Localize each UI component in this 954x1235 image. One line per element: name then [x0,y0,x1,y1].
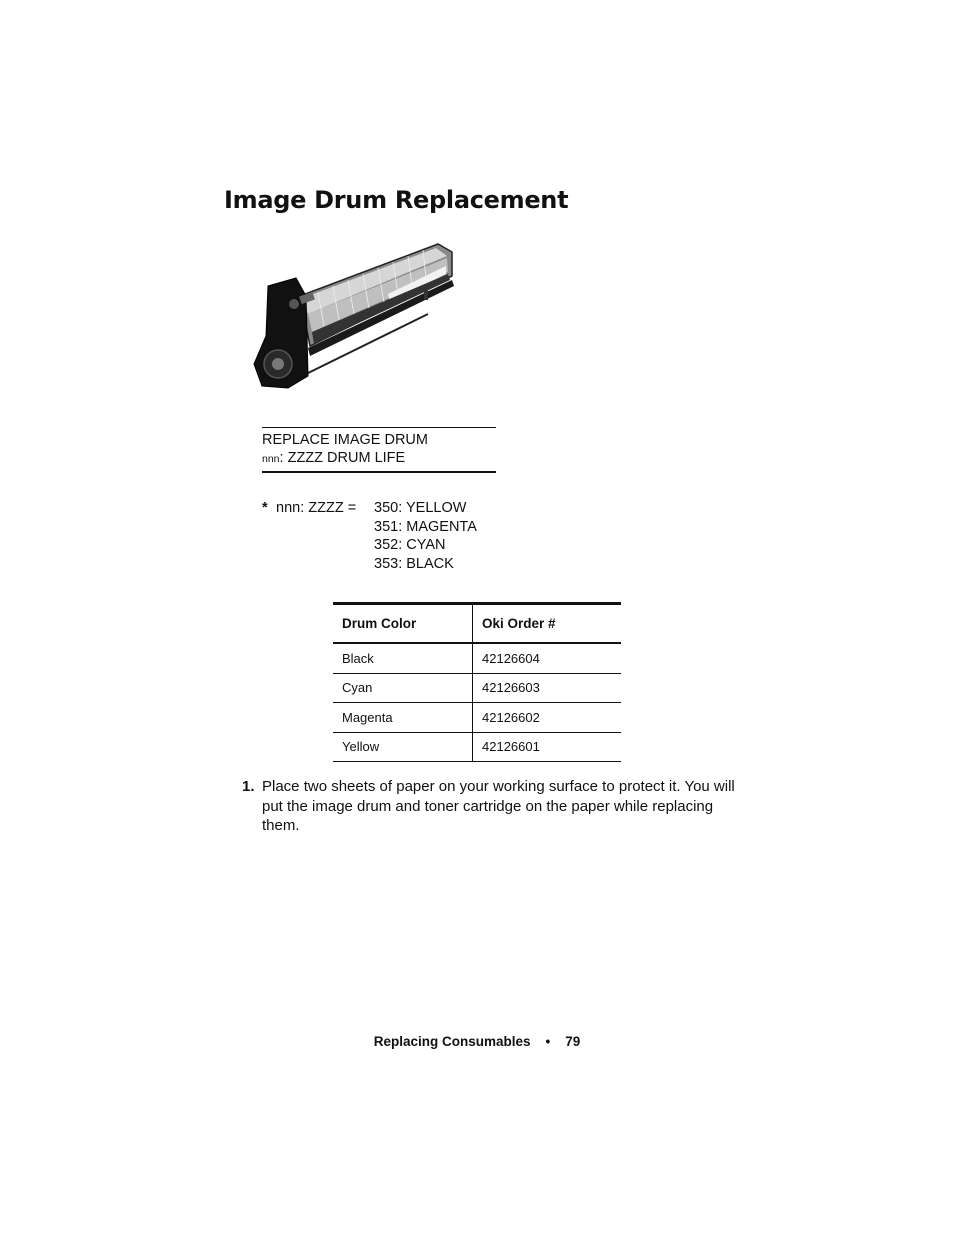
footer-section: Replacing Consumables [373,1034,531,1049]
code-legend [262,499,268,518]
code-value-list [374,499,477,574]
page-footer [0,1034,954,1049]
cell-drum-color: Black [333,643,473,673]
table-row [333,673,621,703]
image-drum-illustration [248,236,454,396]
table-row [333,732,621,762]
step-number: 1. [242,778,255,795]
drum-order-table [333,602,621,762]
cell-drum-color: Cyan [333,673,473,703]
code-value: 353: BLACK [374,556,454,573]
cell-drum-color: Magenta [333,703,473,733]
lcd-line-1: REPLACE IMAGE DRUM [262,432,428,448]
header-order-number: Oki Order # [473,604,622,644]
table-row [333,703,621,733]
lcd-line-2-prefix: nnn [262,453,280,465]
lcd-message-box [262,427,496,473]
footer-separator: • [545,1034,551,1049]
code-value: 350: YELLOW [374,500,467,516]
code-value: 351: MAGENTA [374,518,477,535]
code-value: 352: CYAN [374,537,446,554]
cell-order-number: 42126603 [473,673,622,703]
lcd-line-2-text: : ZZZZ DRUM LIFE [279,450,406,466]
cell-order-number: 42126602 [473,703,622,733]
cell-drum-color: Yellow [333,732,473,762]
asterisk-note: * [262,500,268,516]
code-label: nnn: ZZZZ = [276,500,357,516]
cell-order-number: 42126601 [473,732,622,762]
page-title: Image Drum Replacement [224,186,569,214]
table-row [333,643,621,673]
cell-order-number: 42126604 [473,643,622,673]
header-drum-color: Drum Color [333,604,473,644]
table-header-row [333,604,621,644]
page-number: 79 [565,1034,581,1049]
step-text: Place two sheets of paper on your working surface to protect it. You will put the image drum and toner cartridge on the paper while replacing them. [262,778,735,834]
lcd-line-2 [262,449,496,468]
